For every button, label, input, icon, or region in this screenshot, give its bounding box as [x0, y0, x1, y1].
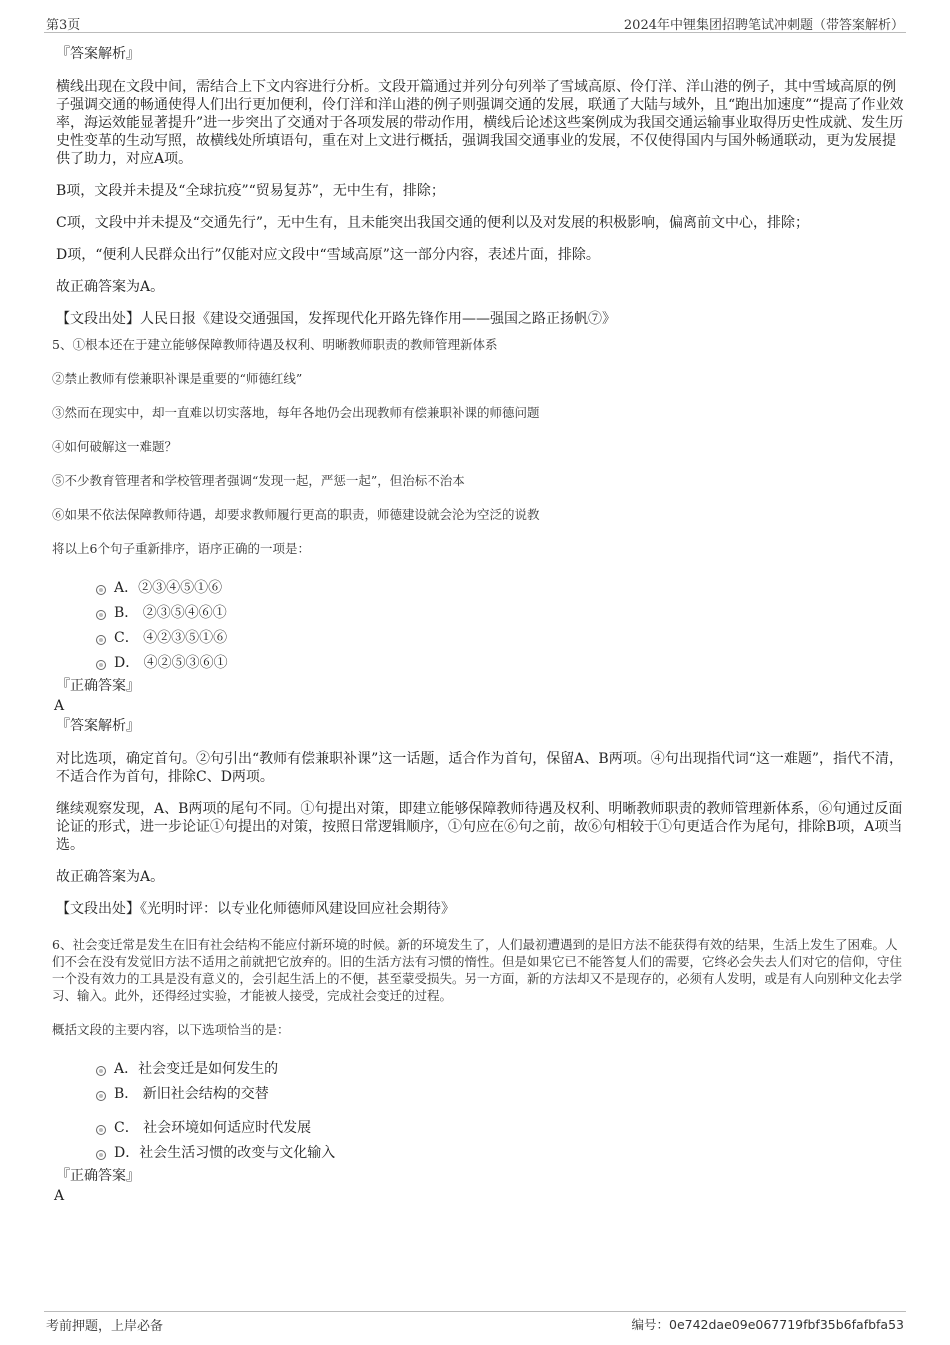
radio-icon[interactable] — [96, 635, 106, 645]
option-c[interactable]: C． 社会环境如何适应时代发展 — [56, 1117, 906, 1139]
option-b[interactable]: B． 新旧社会结构的交替 — [56, 1083, 906, 1105]
question-sentence: ⑥如果不依法保障教师待遇，却要求教师履行更高的职责，师德建设就会沦为空泛的说教 — [52, 507, 540, 522]
question-prompt: 将以上6个句子重新排序，语序正确的一项是： — [52, 541, 310, 556]
option-a[interactable]: A．②③④⑤①⑥ — [56, 577, 906, 599]
option-d[interactable]: D． ④②⑤③⑥① — [56, 652, 906, 674]
option-a[interactable]: A．社会变迁是如何发生的 — [56, 1058, 906, 1080]
passage-source: 【文段出处】人民日报《建设交通强国，发挥现代化开路先锋作用——强国之路正扬帆⑦》 — [56, 311, 616, 327]
option-d[interactable]: D．社会生活习惯的改变与文化输入 — [56, 1142, 906, 1164]
analysis-label: 『答案解析』 — [56, 46, 140, 62]
radio-icon[interactable] — [96, 1066, 106, 1076]
correct-answer: A — [54, 698, 65, 714]
radio-icon[interactable] — [96, 585, 106, 595]
analysis-paragraph: 对比选项，确定首句。②句引出“教师有偿兼职补课”这一话题，适合作为首句，保留A、B两项。④句出现指代词“这一难题”，指代不清，不适合作为首句，排除C、D两项。 — [56, 751, 904, 785]
analysis-paragraph: 横线出现在文段中间，需结合上下文内容进行分析。文段开篇通过并列分句列举了雪域高原、伶仃洋、洋山港的例子，其中雪域高原的例子强调交通的畅通使得人们出行更加便利，伶仃洋和洋山港的例子则强调交通的发展，联通了大陆与域外，且“跑出加速度”“提高了作业效率，海运效能显著提升”进一步突出了交通对于各项发展的带动作用，横线后论述这些案例成为我国交通运输事业取得历史性成就、发生历史性变革的生动写照，故横线处所填语句，重在对上文进行概括，强调我国交通事业的发展，不仅使得国内与国外畅通联动，更为发展提供了助力，对应A项。 — [56, 79, 904, 167]
question-sentence: ⑤不少教育管理者和学校管理者强调“发现一起，严惩一起”，但治标不治本 — [52, 473, 465, 488]
analysis-label: 『答案解析』 — [56, 718, 140, 734]
option-c[interactable]: C． ④②③⑤①⑥ — [56, 627, 906, 649]
analysis-conclusion: 故正确答案为A。 — [56, 279, 165, 295]
page-number: 第3页 — [46, 18, 81, 33]
correct-answer-label: 『正确答案』 — [56, 1168, 140, 1184]
radio-icon[interactable] — [96, 660, 106, 670]
question-prompt: 概括文段的主要内容，以下选项恰当的是： — [52, 1022, 290, 1037]
question-sentence: ④如何破解这一难题？ — [52, 439, 178, 454]
radio-icon[interactable] — [96, 610, 106, 620]
analysis-paragraph: B项，文段并未提及“全球抗疫”“贸易复苏”，无中生有，排除； — [56, 183, 445, 199]
correct-answer-label: 『正确答案』 — [56, 678, 140, 694]
document-id: 编号：0e742dae09e067719fbf35b6fafbfa53 — [631, 1317, 904, 1332]
radio-icon[interactable] — [96, 1091, 106, 1101]
footer-slogan: 考前押题，上岸必备 — [46, 1319, 164, 1334]
option-list — [56, 1058, 906, 1164]
passage-source: 【文段出处】《光明时评：以专业化师德师风建设回应社会期待》 — [56, 901, 455, 917]
question-sentence: ②禁止教师有偿兼职补课是重要的“师德红线” — [52, 371, 303, 386]
correct-answer: A — [54, 1188, 65, 1204]
radio-icon[interactable] — [96, 1150, 106, 1160]
option-b[interactable]: B． ②③⑤④⑥① — [56, 602, 906, 624]
analysis-conclusion: 故正确答案为A。 — [56, 869, 165, 885]
analysis-paragraph: D项，“便利人民群众出行”仅能对应文段中“雪域高原”这一部分内容，表述片面，排除。 — [56, 247, 600, 263]
document-title: 2024年中锂集团招聘笔试冲刺题（带答案解析） — [623, 18, 904, 33]
analysis-paragraph: 继续观察发现，A、B两项的尾句不同。①句提出对策，即建立能够保障教师待遇及权利、明晰教师职责的教师管理新体系，⑥句通过反面论证的形式，进一步论证①句提出的对策，按照日常逻辑顺序，①句应在⑥句之前，故⑥句相较于①句更适合作为尾句，排除B项，A项当选。 — [56, 801, 903, 853]
question-sentence: 5、①根本还在于建立能够保障教师待遇及权利、明晰教师职责的教师管理新体系 — [52, 337, 498, 352]
option-list — [56, 577, 906, 674]
radio-icon[interactable] — [96, 1125, 106, 1135]
page-footer — [44, 1311, 906, 1334]
analysis-paragraph: C项，文段中并未提及“交通先行”，无中生有，且未能突出我国交通的便利以及对发展的积极影响，偏离前文中心，排除； — [56, 215, 810, 231]
page-content — [52, 44, 906, 1206]
question-passage: 6、社会变迁常是发生在旧有社会结构不能应付新环境的时候。新的环境发生了，人们最初遭遇到的是旧方法不能获得有效的结果，生活上发生了困难。人们不会在没有发觉旧方法不适用之前就把它放弃的。旧的生活方法有习惯的惰性。但是如果它已不能答复人们的需要，它终必会失去人们对它的信仰，守住一个没有效力的工具是没有意义的，会引起生活上的不便，甚至蒙受损失。另一方面，新的方法却又不是现存的，必须有人发明，或是有人向别种文化去学习、输入。此外，还得经过实验，才能被人接受，完成社会变迁的过程。 — [52, 937, 903, 1003]
page-header — [44, 12, 906, 33]
question-sentence: ③然而在现实中，却一直难以切实落地，每年各地仍会出现教师有偿兼职补课的师德问题 — [52, 405, 540, 420]
